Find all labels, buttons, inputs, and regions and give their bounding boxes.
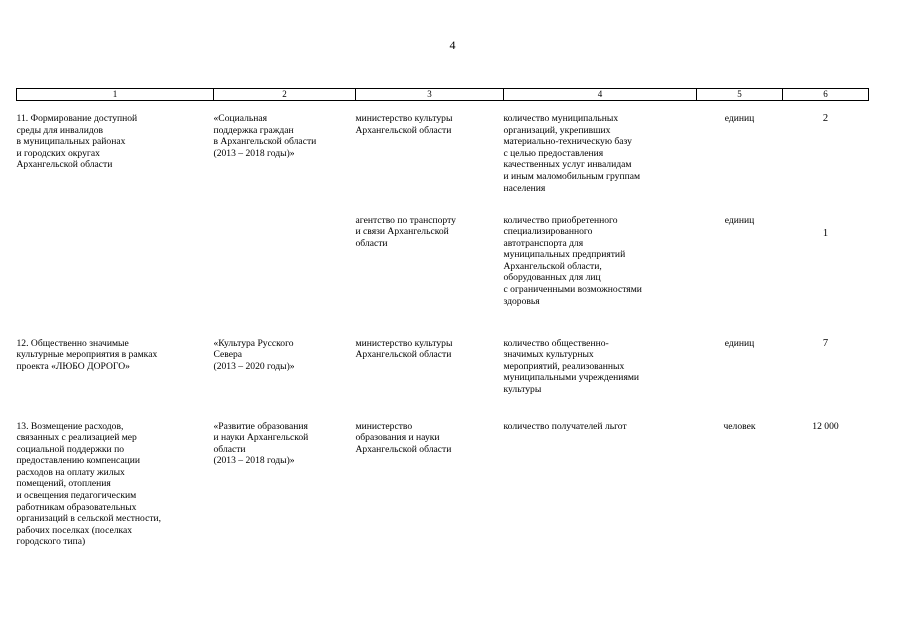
- table-row: [17, 327, 869, 409]
- event-cell: 12. Общественно значимые культурные мероприятия в рамках проекта «ЛЮБО ДОРОГО»: [16, 337, 158, 372]
- unit-cell: единиц: [724, 337, 755, 349]
- program-cell: «Социальная поддержка граждан в Архангельской области (2013 – 2018 годы)»: [213, 113, 317, 159]
- value-cell: [783, 409, 869, 569]
- program-cell: [214, 203, 356, 327]
- value-text: 12 000: [812, 420, 839, 432]
- program-cell: «Развитие образования и науки Архангельской области (2013 – 2018 годы)»: [213, 420, 309, 467]
- indicator-cell: количество муниципальных организаций, укрепивших материально-техническую базу с целью предоставления качественных услуг инвалидам и иным маломобильным группам населения: [503, 113, 641, 194]
- page-number: 4: [449, 38, 456, 52]
- indicators-table: [16, 88, 869, 569]
- column-header-1: 1: [17, 89, 214, 101]
- event-cell: 13. Возмещение расходов, связанных с реализацией мер социальной поддержки по предоставлению компенсации расходов на оплату жилых помещений, отопления и освещения педагогическим работникам образовательных организаций в сельской местности, рабочих поселках (поселках городского типа): [16, 420, 162, 548]
- agency-cell: агентство по транспорту и связи Архангельской области: [355, 214, 456, 249]
- indicator-cell: количество приобретенного специализированного автотранспорта для муниципальных предприятий Архангельской области, оборудованных для лиц с ограниченными возможностями здоровья: [503, 214, 642, 307]
- value-text: 7: [822, 337, 829, 349]
- value-cell: [783, 101, 869, 203]
- agency-cell: министерство культуры Архангельской области: [355, 113, 453, 136]
- value-text: 1: [822, 227, 829, 239]
- value-cell: [783, 327, 869, 409]
- column-header-3: 3: [356, 89, 504, 101]
- column-number-row: [17, 89, 869, 101]
- unit-cell: единиц: [724, 113, 755, 124]
- indicator-cell: количество общественно- значимых культурных мероприятий, реализованных муниципальными учреждениями культуры: [503, 337, 640, 395]
- column-header-2: 2: [214, 89, 356, 101]
- table-row: [17, 409, 869, 569]
- event-cell: 11. Формирование доступной среды для инвалидов в муниципальных районах и городских округах Архангельской области: [16, 113, 138, 171]
- indicator-cell: количество получателей льгот: [503, 420, 627, 432]
- event-cell: [17, 203, 214, 327]
- unit-cell: единиц: [724, 214, 755, 226]
- column-header-6: 6: [783, 89, 869, 101]
- agency-cell: министерство культуры Архангельской области: [355, 337, 453, 361]
- agency-cell: министерство образования и науки Архангельской области: [355, 420, 452, 455]
- column-header-5: 5: [697, 89, 783, 101]
- column-header-4: 4: [504, 89, 697, 101]
- table-row: [17, 101, 869, 203]
- value-text: 2: [822, 113, 829, 124]
- table-row: [17, 203, 869, 327]
- unit-cell: человек: [723, 420, 756, 432]
- value-cell: [783, 203, 869, 327]
- program-cell: «Культура Русского Севера (2013 – 2020 годы)»: [213, 337, 295, 372]
